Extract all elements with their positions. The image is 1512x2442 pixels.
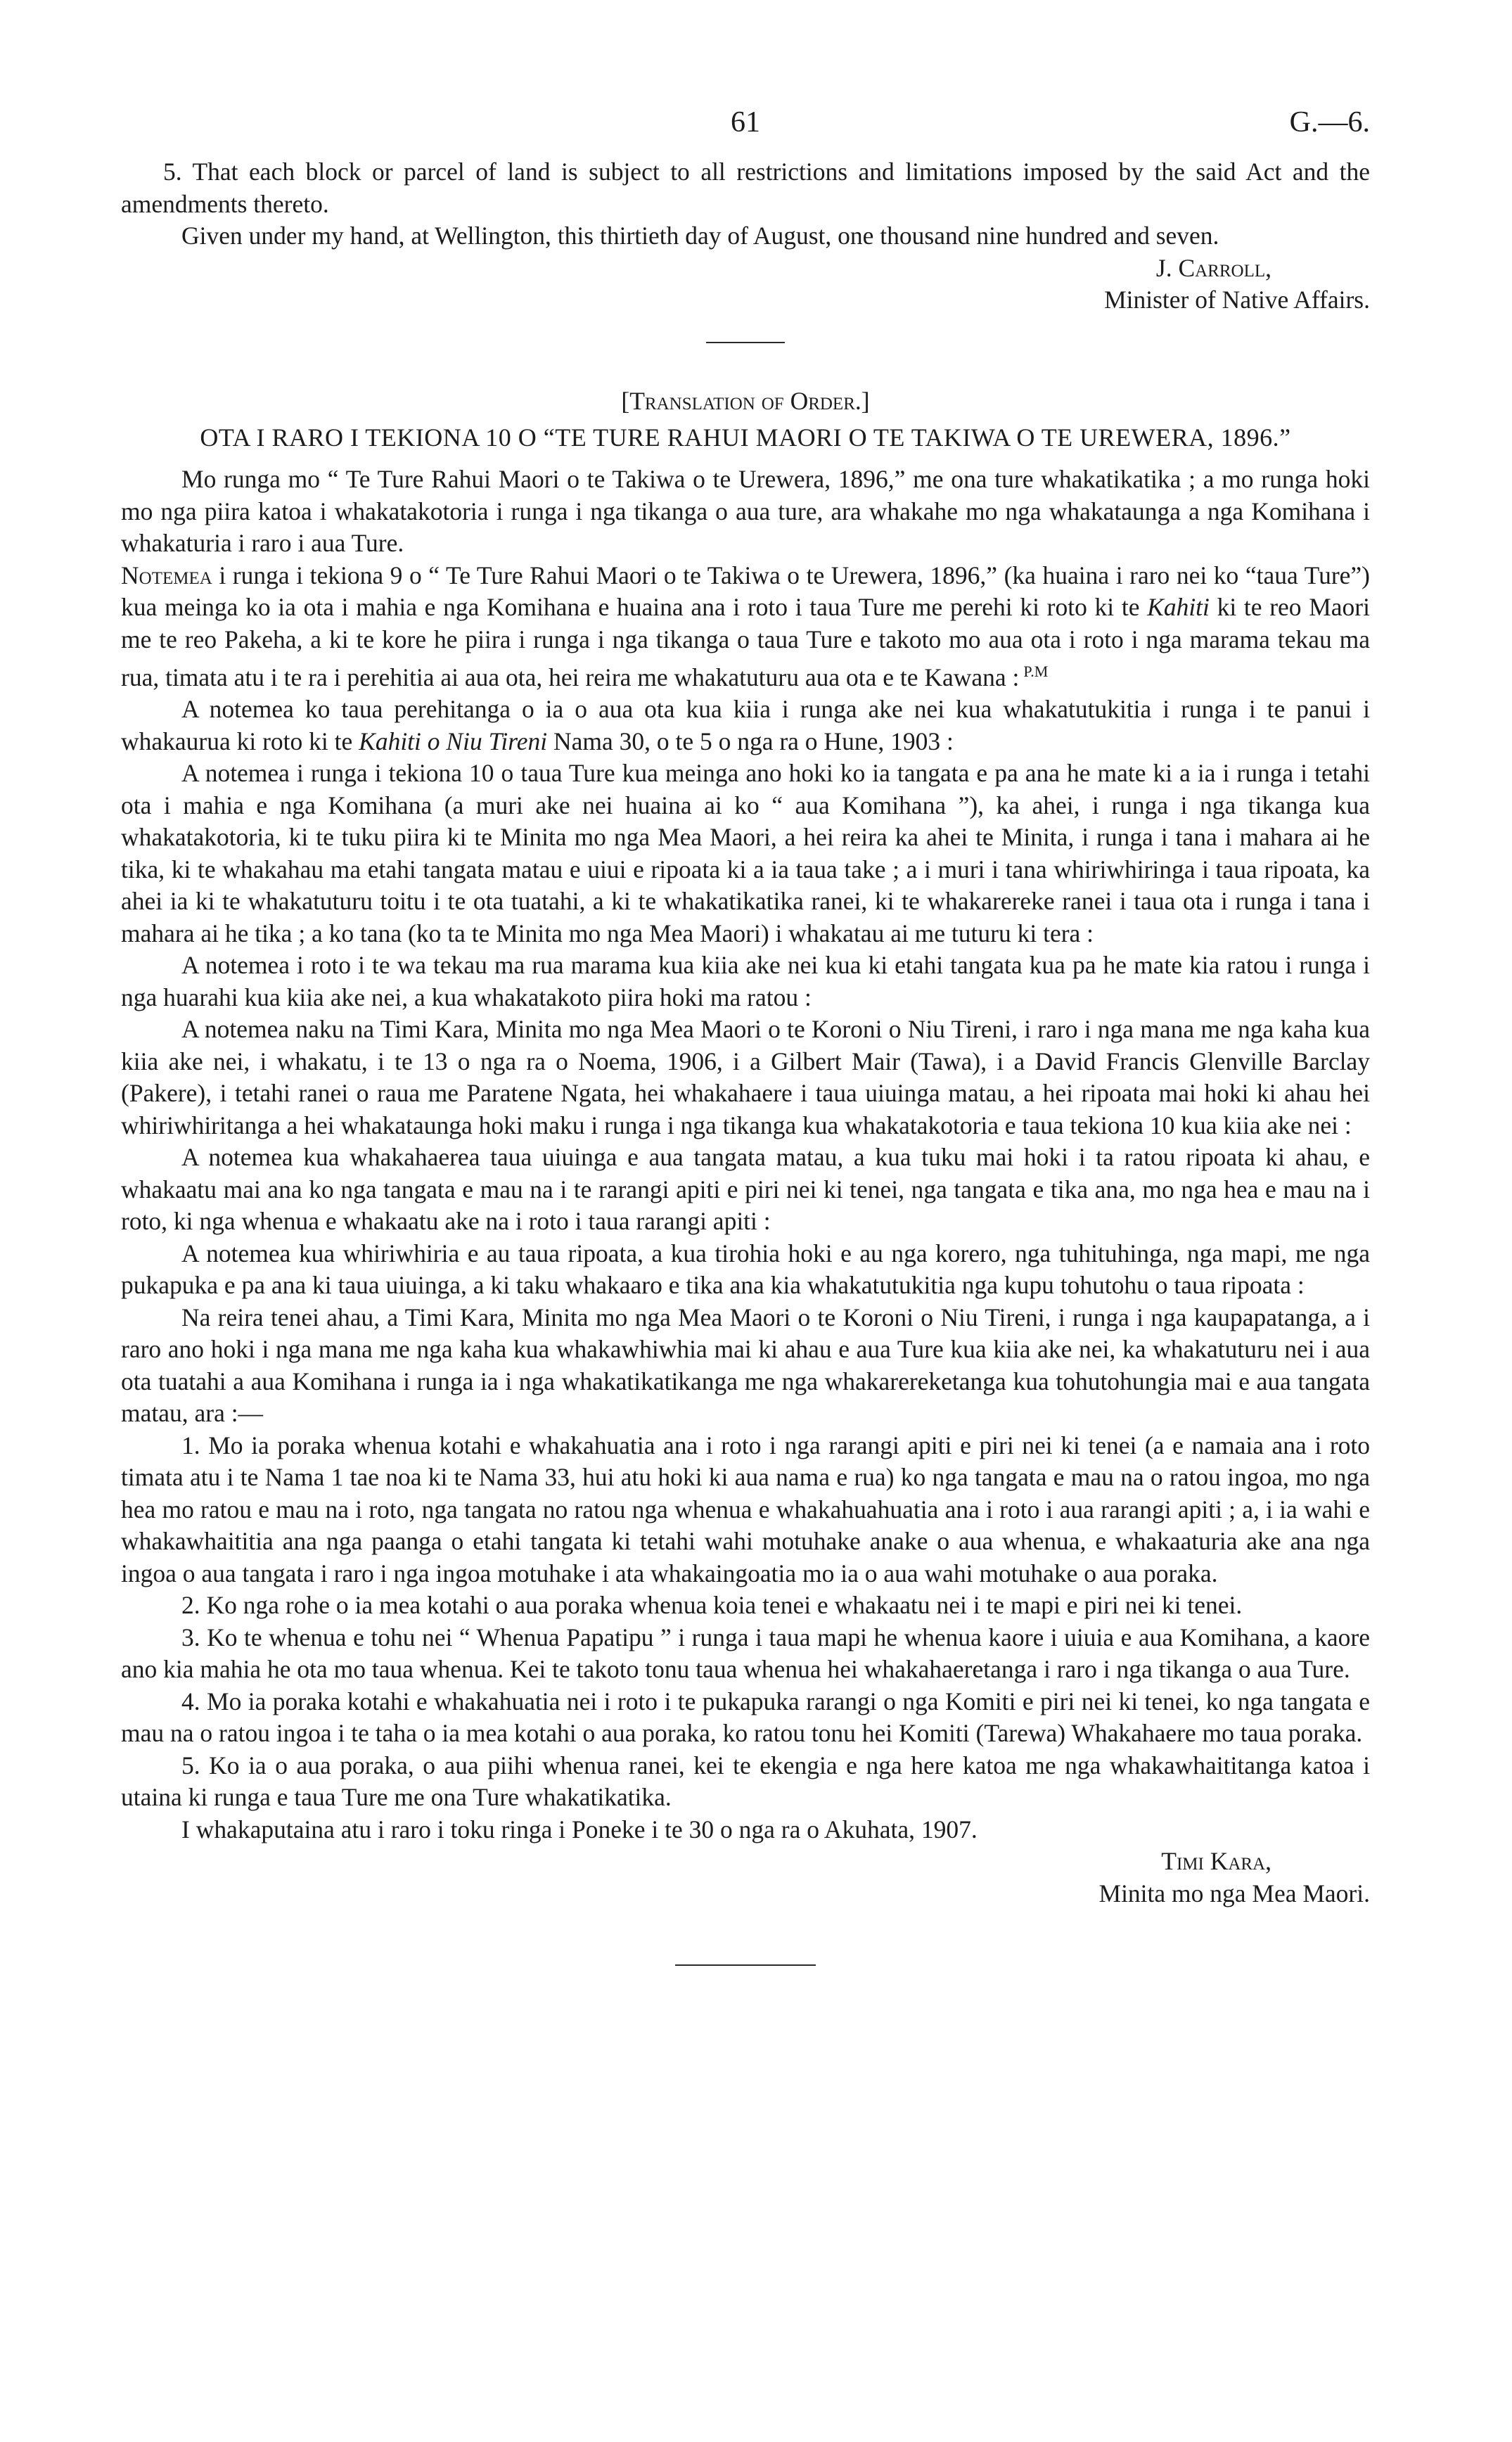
clause-1: 1. Mo ia poraka whenua kotahi e whakahuatia ana i roto i nga rarangi apiti e piri nei ki tenei (a e namaia ana i roto timata atu i te Nama 1 tae noa ki te Nama 33, hui atu hoki ki aua nama e rua) ko nga tangata e mau na o ratou ingoa, mo nga hea mo ratou e mau na i roto, nga tangata no ratou nga whenua e whakahuahuatia ana i roto i aua rarangi apiti ; a, i ia wahi e whakawhaititia ana nga paanga o etahi tangata ki tetahi wahi motuhake anake o aua whenua, e whakaaturia ake ana nga ingoa o aua tangata i raro i nga ingoa motuhake i ata whakaingoatia mo ia o aua wahi motuhake o aua poraka. (121, 1431, 1370, 1587)
kahiti-word: Kahiti (1147, 593, 1210, 621)
paragraph-notemea-5: A notemea naku na Timi Kara, Minita mo nga Mea Maori o te Koroni o Niu Tireni, i raro i nga mana me nga kaha kua kiia ake nei, i whakatu, i te 13 o nga ra o Noema, 1906, i a Gilbert Mair (Tawa), i a David Francis Glenville Barclay (Pakere), i tetahi ranei o raua me Paratene Ngata, hei whakahaere i taua uiuinga matau, a hei ripoata mai hoki ki ahau hei whiriwhiritanga a hei whakataunga hoki maku i runga i nga tikanga kua whakatakotoria e taua tekiona 10 kua kiia ake nei : (121, 1015, 1370, 1139)
translation-intro: Mo runga mo “ Te Ture Rahui Maori o te Takiwa o te Urewera, 1896,” me ona ture whakatikatika ; a mo runga hoki mo nga piira katoa i whakatakotoria i runga i nga tikanga o aua ture, ara whakahe mo nga whakataunga a nga Komihana i whakaturia i raro i aua Ture. (121, 465, 1370, 557)
document-reference: G.—6. (1289, 106, 1370, 139)
translation-given-line: I whakaputaina atu i raro i toku ringa i Poneke i te 30 o nga ra o Akuhata, 1907. (181, 1815, 978, 1843)
english-clause-5: 5. That each block or parcel of land is subject to all restrictions and limitations imposed by the said Act and the amendments thereto. (121, 158, 1370, 218)
document-page (121, 106, 1370, 1966)
paragraph-notemea-6: A notemea kua whakahaerea taua uiuinga e aua tangata matau, a kua tuku mai hoki i ta ratou ripoata ki ahau, e whakaatu mai ana ko nga tangata e mau na i te rarangi apiti e piri nei ki tenei, nga tangata e tika ana, mo nga hea e mau na i roto, ki nga whenua e whakaatu ake na i roto i taua rarangi apiti : (121, 1143, 1370, 1236)
paragraph-2-end: Nama 30, o te 5 o nga ra o Hune, 1903 : (547, 727, 954, 755)
paragraph-2-text: A notemea ko taua perehitanga o ia o aua ota kua kiia i runga ake nei kua whakatutukitia i runga i te panui i whakaurua ki roto ki te (121, 695, 1370, 755)
paragraph-1-text: i runga i tekiona 9 o “ Te Ture Rahui Maori o te Takiwa o te Urewera, 1896,” (ka huaina i raro nei ko “taua Ture”) kua meinga ko ia ota i mahia e nga Komihana e huaina ana i roto i taua Ture me perehi ki roto ki te (121, 561, 1370, 621)
handwritten-mark: P.M (1023, 663, 1049, 680)
translation-signature (121, 1846, 1370, 1910)
section-divider (706, 342, 785, 343)
clause-2: 2. Ko nga rohe o ia mea kotahi o aua poraka whenua koia tenei e whakaatu nei i te mapi e piri nei ki tenei. (181, 1591, 1243, 1620)
end-divider (675, 1964, 816, 1966)
english-signatory-name: J. Carroll, (1155, 253, 1271, 282)
order-title: OTA I RARO I TEKIONA 10 O “TE TURE RAHUI MAORI O TE TAKIWA O TE UREWERA, 1896.” (200, 423, 1291, 452)
translation-signatory-title: Minita mo nga Mea Maori. (1098, 1879, 1370, 1907)
page-header (121, 106, 1370, 156)
notemea-word: Notemea (121, 561, 212, 589)
translation-signatory-name: Timi Kara, (1161, 1847, 1271, 1876)
paragraph-notemea-7: A notemea kua whiriwhiria e au taua ripoata, a kua tirohia hoki e au nga korero, nga tuhituhinga, nga mapi, me nga pukapuka e pa ana ki taua uiuinga, a ki taku whakaaro e tika ana kia whakatutukitia nga kupu tohutohu o taua ripoata : (121, 1239, 1370, 1300)
clause-5: 5. Ko ia o aua poraka, o aua piihi whenua ranei, kei te ekengia e nga here katoa me nga whakawhaititanga katoa i utaina ki runga e taua Ture me ona Ture whakatikatika. (121, 1751, 1370, 1812)
translation-heading: [Translation of Order.] (621, 386, 870, 415)
paragraph-notemea-3: A notemea i runga i tekiona 10 o taua Ture kua meinga ano hoki ko ia tangata e pa ana he mate ki a ia i runga i tetahi ota i mahia e nga Komihana (a muri ake nei huaina ai ko “ aua Komihana ”), ka ahei, i runga i nga tikanga kua whakatakotoria, ki te tuku piira ki te Minita mo nga Mea Maori, a hei reira ka ahei te Minita, i runga i tana i mahara ai he tika, ki te whakahau ma etahi tangata matau e uiui e ripoata ki a ia taua take ; a i muri i tana whiriwhiringa i taua ripoata, ka ahei ia ki te whakatuturu toitu i te ota tuatahi, a ki te whakatikatika ranei, ki te whakarereke ranei i taua ota i runga i tana i mahara ai he tika ; a ko tana (ko ta te Minita mo nga Mea Maori) i whakatau ai me tuturu ki tera : (121, 759, 1370, 947)
page-number: 61 (731, 106, 760, 139)
paragraph-notemea-4: A notemea i roto i te wa tekau ma rua marama kua kiia ake nei kua ki etahi tangata kua pa he mate kia ratou i runga i nga huarahi kua kiia ake nei, a kua whakatakoto piira hoki ma ratou : (121, 951, 1370, 1011)
clause-3: 3. Ko te whenua e tohu nei “ Whenua Papatipu ” i runga i taua mapi he whenua kaore i uiuia e aua Komihana, a kaore ano kia mahia he ota mo taua whenua. Kei te takoto tonu taua whenua hei whakahaeretanga i raro i nga tikanga o aua Ture. (121, 1623, 1370, 1684)
english-signatory-title: Minister of Native Affairs. (1104, 286, 1370, 314)
paragraph-notemea-2 (121, 693, 1370, 757)
english-given-line: Given under my hand, at Wellington, this thirtieth day of August, one thousand nine hundred and seven. (181, 222, 1219, 250)
clause-4: 4. Mo ia poraka kotahi e whakahuatia nei i roto i te pukapuka rarangi o nga Komiti e piri nei ki tenei, ko nga tangata e mau na o ratou ingoa i te taha o ia mea kotahi o aua poraka, ko ratou tonu hei Komiti (Tarewa) Whakahaere mo taua poraka. (121, 1687, 1370, 1748)
paragraph-1-end: ki te reo Maori me te reo Pakeha, a ki te kore he piira i runga i nga tikanga o taua Ture e takoto mo aua ota i roto i nga marama tekau ma rua, timata atu i te ra i perehitia ai aua ota, hei reira me whakatuturu aua ota e te Kawana : (121, 593, 1370, 691)
paragraph-na-reira: Na reira tenei ahau, a Timi Kara, Minita mo nga Mea Maori o te Koroni o Niu Tireni, i runga i nga kaupapatanga, a i raro ano hoki i nga mana me nga kaha kua whakawhiwhia mai ki ahau e aua Ture kua kiia ake nei, ka whakatuturu nei i aua ota tuatahi a aua Komihana i runga ia i nga whakatikatikanga me nga whakarereketanga kua tohutohungia mai e aua tangata matau, ara :— (121, 1303, 1370, 1428)
gazette-name: Kahiti o Niu Tireni (359, 727, 548, 755)
paragraph-notemea-1 (121, 560, 1370, 694)
english-signature (121, 252, 1370, 317)
